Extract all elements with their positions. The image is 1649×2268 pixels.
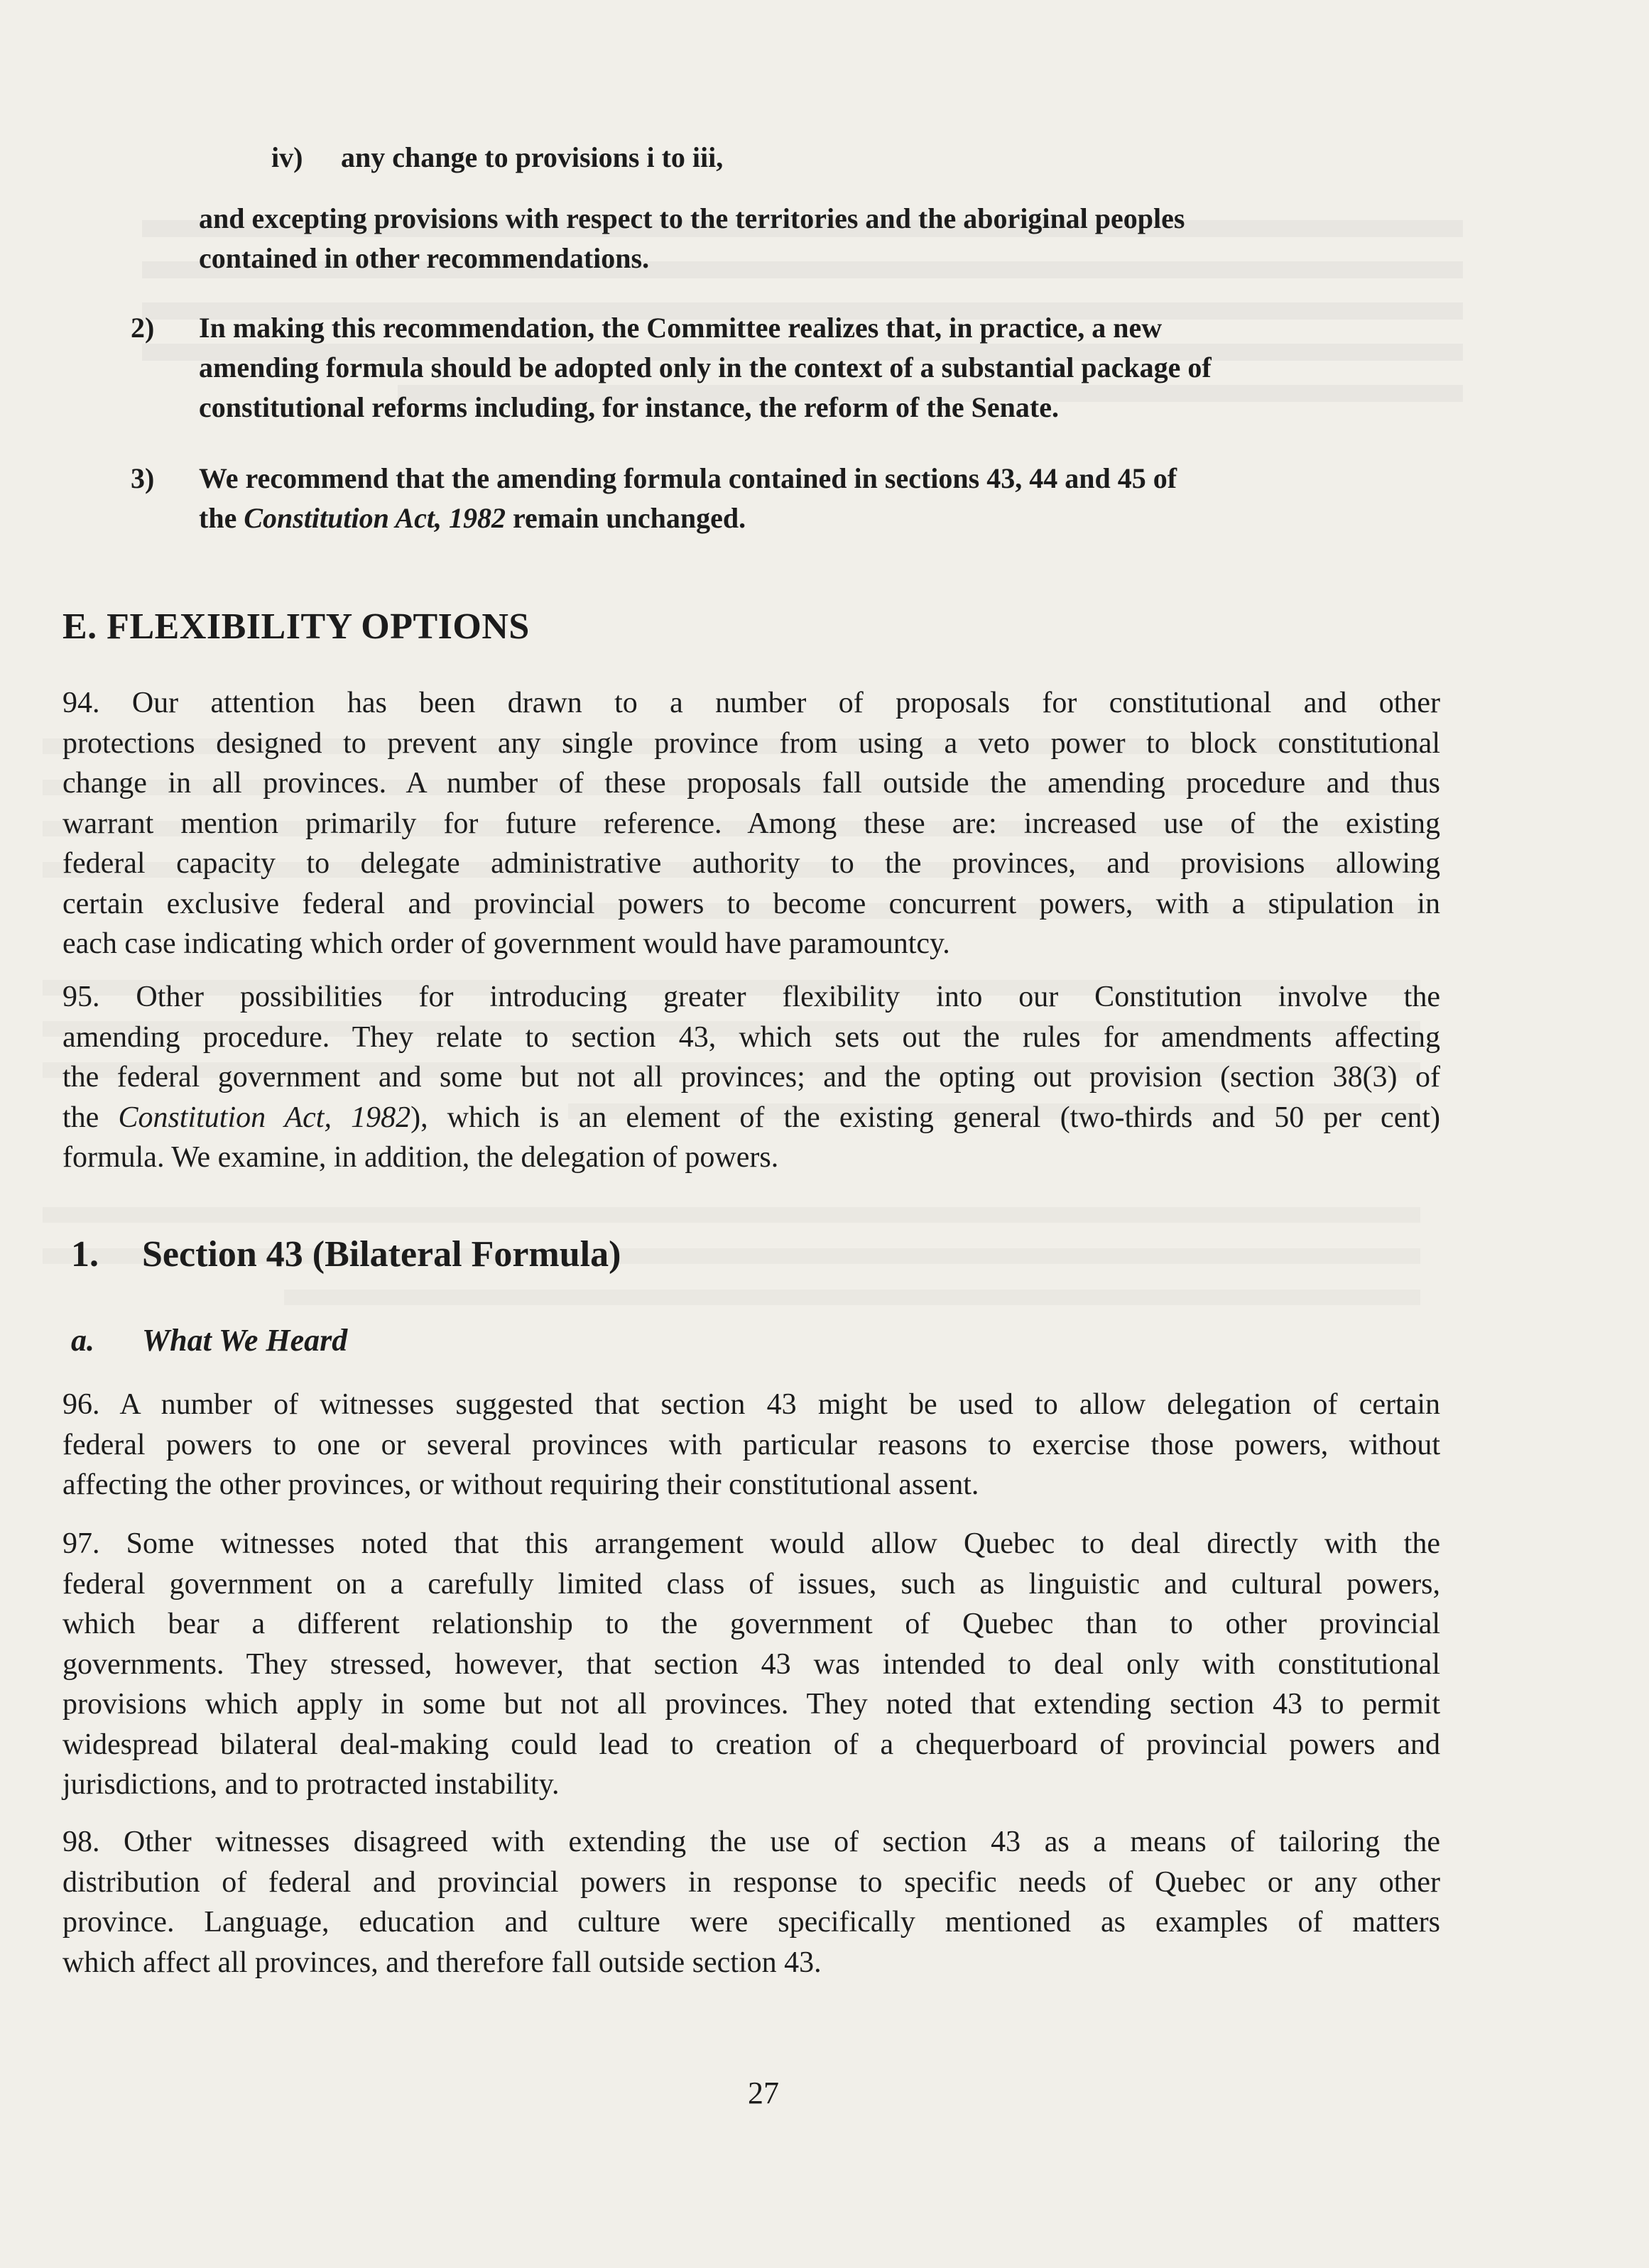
paragraph-94-line: protections designed to prevent any single province from using a veto power to block constitutional (62, 726, 1440, 760)
paragraph-95-line-4-pre: the (62, 1101, 119, 1134)
paragraph-95-line: the federal government and some but not all provinces; and the opting out provision (section 38(3) of (62, 1061, 1440, 1094)
paragraph-95-line: 95. Other possibilities for introducing greater flexibility into our Constitution involve the (62, 981, 1440, 1013)
section-1-number: 1. (71, 1234, 99, 1275)
paragraph-94-line: warrant mention primarily for future reference. Among these are: increased use of the existing (62, 807, 1440, 840)
section-1-heading (71, 1230, 621, 1280)
recommendation-2-number: 2) (131, 312, 155, 344)
paragraph-94-line: each case indicating which order of government would have paramountcy. (62, 927, 950, 960)
subsection-a-title: What We Heard (142, 1323, 348, 1358)
paragraph-94-line: federal capacity to delegate administrative authority to the provinces, and provisions allowing (62, 847, 1440, 880)
recommendation-3-line-1: We recommend that the amending formula contained in sections 43, 44 and 45 of (199, 462, 1177, 494)
paragraph-95-line (62, 1098, 1440, 1138)
paragraph-97-line: federal government on a carefully limited class of issues, such as linguistic and cultural powers, (62, 1567, 1440, 1601)
paragraph-97-line: provisions which apply in some but not all provinces. They noted that extending section 43 to permit (62, 1688, 1440, 1721)
paragraph-97 (62, 1524, 1440, 1805)
page-number: 27 (748, 2076, 779, 2110)
recommendation-3-number: 3) (131, 462, 155, 494)
paragraph-98-line: 98. Other witnesses disagreed with extending the use of section 43 as a means of tailoring the (62, 1826, 1440, 1858)
paragraph-94-line: certain exclusive federal and provincial powers to become concurrent powers, with a stipulation in (62, 887, 1440, 920)
paragraph-94-line: change in all provinces. A number of these proposals fall outside the amending procedure and thus (62, 767, 1440, 800)
paragraph-95-line-4-post: ), which is an element of the existing general (two-thirds and 50 per cent) (410, 1101, 1440, 1134)
paragraph-97-line: jurisdictions, and to protracted instability. (62, 1768, 560, 1801)
paragraph-94 (62, 683, 1440, 964)
subsection-a-number: a. (71, 1323, 94, 1358)
paragraph-98 (62, 1822, 1440, 1983)
subsection-a-heading (71, 1321, 347, 1361)
paragraph-96-line: 96. A number of witnesses suggested that section 43 might be used to allow delegation of certain (62, 1388, 1440, 1421)
recommendation-3-line-2-pre: the (199, 502, 244, 534)
section-1-title: Section 43 (Bilateral Formula) (142, 1234, 621, 1275)
paragraph-98-line: distribution of federal and provincial powers in response to specific needs of Quebec or any other (62, 1865, 1440, 1899)
paragraph-95-line: amending procedure. They relate to section 43, which sets out the rules for amendments affecting (62, 1020, 1440, 1054)
recommendation-3-act-title: Constitution Act, 1982 (244, 502, 506, 534)
paragraph-98-line: which affect all provinces, and therefore fall outside section 43. (62, 1946, 822, 1979)
paragraph-98-line: province. Language, education and culture were specifically mentioned as examples of matters (62, 1906, 1440, 1939)
recommendation-iv-number: iv) (271, 141, 303, 173)
paragraph-96-line: federal powers to one or several provinces with particular reasons to exercise those powers, without (62, 1428, 1440, 1461)
paragraph-95-line: formula. We examine, in addition, the delegation of powers. (62, 1141, 779, 1174)
paragraph-97-line: 97. Some witnesses noted that this arrangement would allow Quebec to deal directly with the (62, 1527, 1440, 1560)
paragraph-96-line: affecting the other provinces, or without requiring their constitutional assent. (62, 1468, 979, 1501)
recommendation-2-line-3: constitutional reforms including, for instance, the reform of the Senate. (199, 391, 1059, 423)
paragraph-97-line: governments. They stressed, however, that section 43 was intended to deal only with constitutional (62, 1647, 1440, 1681)
excepting-line-2: contained in other recommendations. (199, 242, 650, 274)
recommendation-3-line-2 (199, 498, 746, 538)
recommendation-2-line-1: In making this recommendation, the Committee realizes that, in practice, a new (199, 312, 1163, 344)
paragraph-97-line: widespread bilateral deal-making could lead to creation of a chequerboard of provincial powers and (62, 1728, 1440, 1761)
paragraph-96 (62, 1385, 1440, 1505)
section-e-heading: E. FLEXIBILITY OPTIONS (62, 606, 530, 647)
paragraph-94-line: 94. Our attention has been drawn to a number of proposals for constitutional and other (62, 687, 1440, 719)
recommendation-iv-text: any change to provisions i to iii, (341, 141, 724, 173)
paragraph-95 (62, 977, 1440, 1178)
excepting-line-1: and excepting provisions with respect to the territories and the aboriginal peoples (199, 202, 1185, 234)
recommendation-2-line-2: amending formula should be adopted only in the context of a substantial package of (199, 351, 1212, 383)
paragraph-95-act-title: Constitution Act, 1982 (118, 1101, 411, 1134)
paragraph-97-line: which bear a different relationship to the government of Quebec than to other provincial (62, 1608, 1440, 1640)
recommendation-3-line-2-post: remain unchanged. (505, 502, 746, 534)
